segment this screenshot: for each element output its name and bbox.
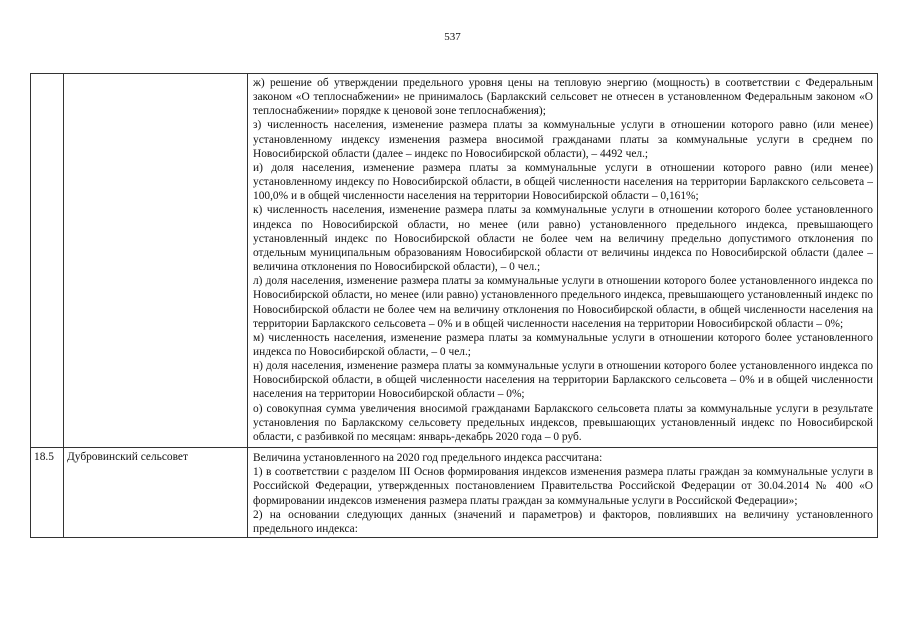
paragraph-k: к) численность населения, изменение размера платы за коммунальные услуги в отношении которого более установленного индекса по Новосибирской области, но менее (или равно) установленного предельного индекса, превышающего установленный индекс по Новосибирской области не более чем на величину предельно допустимого отклонения по отдельным муниципальным образованиям Новосибирской области от величины индекса по Новосибирской области (далее – величина отклонения по Новосибирской области), – 0 чел.; — [253, 204, 873, 274]
table-row — [31, 448, 878, 538]
paragraph-zh: ж) решение об утверждении предельного уровня цены на тепловую энергию (мощность) в соответствии с Федеральным законом «О теплоснабжении» не принималось (Барлакский сельсовет не отнесен в установленном Федеральным законом «О теплоснабжении» порядке к ценовой зоне теплоснабжения); — [253, 77, 873, 118]
row-number-cell: 18.5 — [31, 448, 64, 538]
paragraph-1: 1) в соответствии с разделом III Основ формирования индексов изменения размера платы граждан за коммунальные услуги в Российской Федерации, утвержденных постановлением Правительства Российской Федерации от 30.04.2014 № 400 «О формировании индексов изменения размера платы граждан за коммунальные услуги в Российской Федерации»; — [253, 466, 873, 507]
paragraph-i: и) доля населения, изменение размера платы за коммунальные услуги в отношении которого равно (или менее) установленному индексу по Новосибирской области, в общей численности населения на территории Барлакского сельсовета – 100,0% и в общей численности населения на территории Новосибирской области – 0,161%; — [253, 161, 873, 203]
paragraph-o: о) совокупная сумма увеличения вносимой гражданами Барлакского сельсовета платы за коммунальные услуги в результате установления по Барлакскому сельсовету предельных индексов, превышающих установленный индекс по Новосибирской области, с разбивкой по месяцам: январь-декабрь 2020 года – 0 руб. — [253, 402, 873, 443]
paragraph-intro: Величина установленного на 2020 год предельного индекса рассчитана: — [253, 452, 603, 465]
paragraph-z: з) численность населения, изменение размера платы за коммунальные услуги в отношении которого равно (или менее) установленному индексу изменения размера вносимой гражданами платы за коммунальные услуги в среднем по Новосибирской области (далее – индекс по Новосибирской области), – 4492 чел.; — [253, 119, 873, 160]
row-content-cell — [248, 74, 878, 448]
paragraph-l: л) доля населения, изменение размера платы за коммунальные услуги в отношении которого более установленного индекса по Новосибирской области, но менее (или равно) установленного предельного индекса, превышающего установленный индекс по Новосибирской области не более чем на величину отклонения по Новосибирской области, в общей численности населения на территории Барлакского сельсовета – 0% и в общей численности населения на территории Новосибирской области – 0%; — [253, 275, 873, 330]
paragraph-2: 2) на основании следующих данных (значений и параметров) и факторов, повлиявших на величину установленного предельного индекса: — [253, 508, 873, 535]
paragraph-m: м) численность населения, изменение размера платы за коммунальные услуги в отношении которого более установленного индекса по Новосибирской области, – 0 чел.; — [253, 331, 873, 358]
row-number-cell — [31, 74, 64, 448]
row-name-cell: Дубровинский сельсовет — [64, 448, 248, 538]
paragraph-n: н) доля населения, изменение размера платы за коммунальные услуги в отношении которого более установленного индекса по Новосибирской области, в общей численности населения на территории Барлакского сельсовета – 0% и в общей численности населения на территории Новосибирской области – 0%; — [253, 360, 873, 401]
row-content-cell — [248, 448, 878, 538]
table-row — [31, 74, 878, 448]
row-name-cell — [64, 74, 248, 448]
page-number: 537 — [444, 31, 461, 43]
document-table — [30, 73, 878, 538]
